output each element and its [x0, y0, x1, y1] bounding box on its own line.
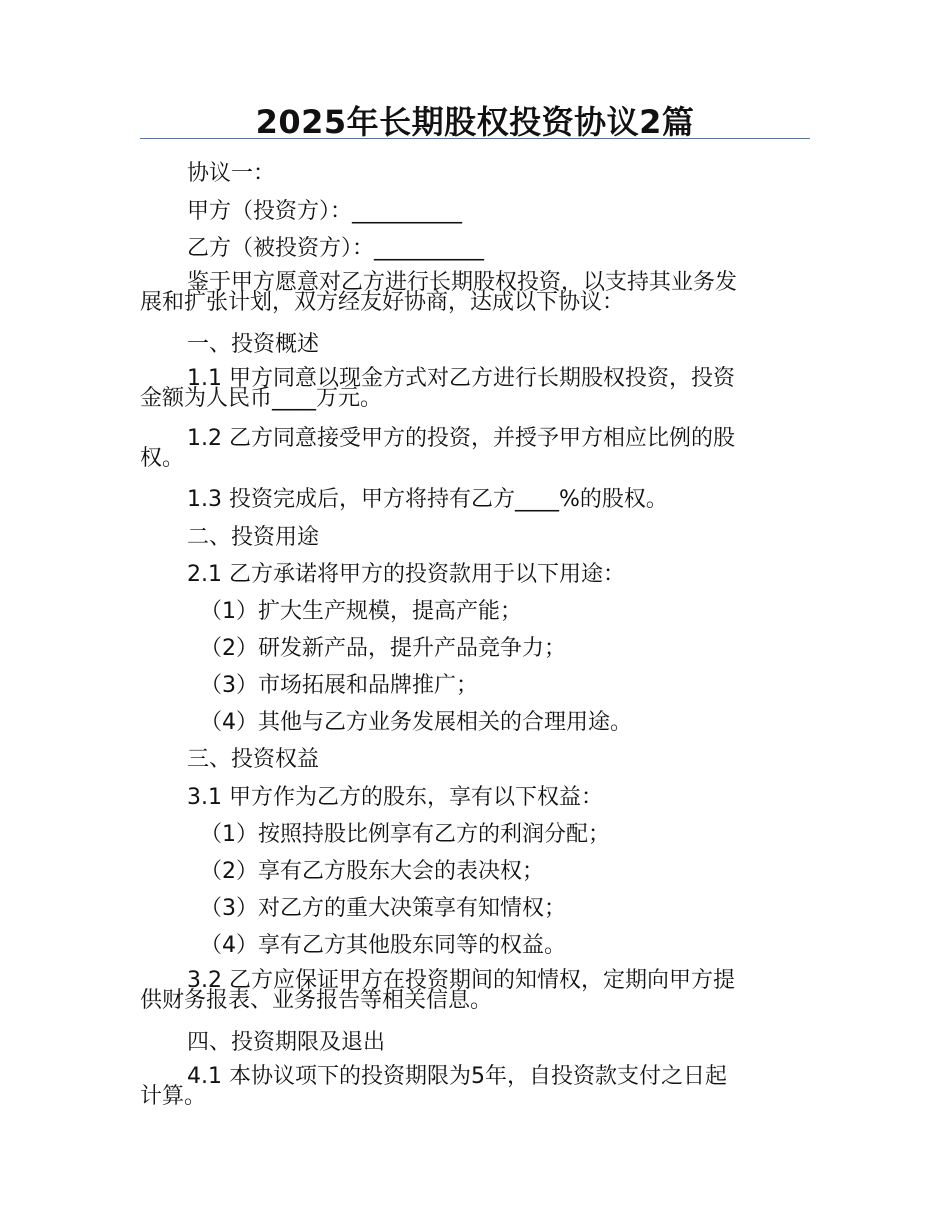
clause-1-2-line-2: 权。	[140, 446, 185, 471]
clause-1-1	[140, 366, 735, 411]
section-2-heading: 二、投资用途	[187, 525, 320, 550]
agreement-one-heading: 协议一：	[187, 161, 276, 186]
clause-2-1: 2.1 乙方承诺将甲方的投资款用于以下用途：	[187, 562, 625, 587]
use-item-4: （4）其他与乙方业务发展相关的合理用途。	[200, 710, 632, 735]
clause-3-2-line-1: 3.2 乙方应保证甲方在投资期间的知情权，定期向甲方提	[187, 968, 735, 993]
title-underline	[140, 138, 810, 139]
clause-1-3: 1.3 投资完成后，甲方将持有乙方____%的股权。	[187, 487, 668, 512]
section-4-heading: 四、投资期限及退出	[187, 1030, 386, 1055]
clause-1-1-line-2: 金额为人民币____万元。	[140, 386, 383, 411]
use-item-2: （2）研发新产品，提升产品竞争力；	[200, 636, 566, 661]
clause-1-1-line-1: 1.1 甲方同意以现金方式对乙方进行长期股权投资，投资	[187, 366, 735, 391]
clause-3-2	[140, 968, 735, 1013]
use-item-1: （1）扩大生产规模，提高产能；	[200, 599, 522, 624]
rights-item-2: （2）享有乙方股东大会的表决权；	[200, 859, 544, 884]
section-3-heading: 三、投资权益	[187, 747, 320, 772]
clause-3-2-line-2: 供财务报表、业务报告等相关信息。	[140, 988, 493, 1013]
party-a-line: 甲方（投资方）：__________	[187, 199, 463, 224]
clause-4-1-line-2: 计算。	[140, 1084, 207, 1109]
rights-item-4: （4）享有乙方其他股东同等的权益。	[200, 933, 566, 958]
preamble-paragraph	[140, 270, 738, 315]
clause-4-1	[140, 1064, 727, 1109]
party-b-line: 乙方（被投资方）：__________	[187, 236, 485, 261]
section-1-heading: 一、投资概述	[187, 332, 320, 357]
rights-item-3: （3）对乙方的重大决策享有知情权；	[200, 896, 566, 921]
clause-4-1-line-1: 4.1 本协议项下的投资期限为5年，自投资款支付之日起	[187, 1064, 727, 1089]
preamble-line-2: 展和扩张计划，双方经友好协商，达成以下协议：	[140, 290, 625, 315]
clause-3-1: 3.1 甲方作为乙方的股东，享有以下权益：	[187, 785, 603, 810]
use-item-3: （3）市场拓展和品牌推广；	[200, 673, 478, 698]
preamble-line-1: 鉴于甲方愿意对乙方进行长期股权投资，以支持其业务发	[187, 270, 738, 295]
document-title: 2025年长期股权投资协议2篇	[255, 103, 695, 141]
clause-1-2	[140, 426, 735, 471]
clause-1-2-line-1: 1.2 乙方同意接受甲方的投资，并授予甲方相应比例的股	[187, 426, 735, 451]
rights-item-1: （1）按照持股比例享有乙方的利润分配；	[200, 822, 610, 847]
